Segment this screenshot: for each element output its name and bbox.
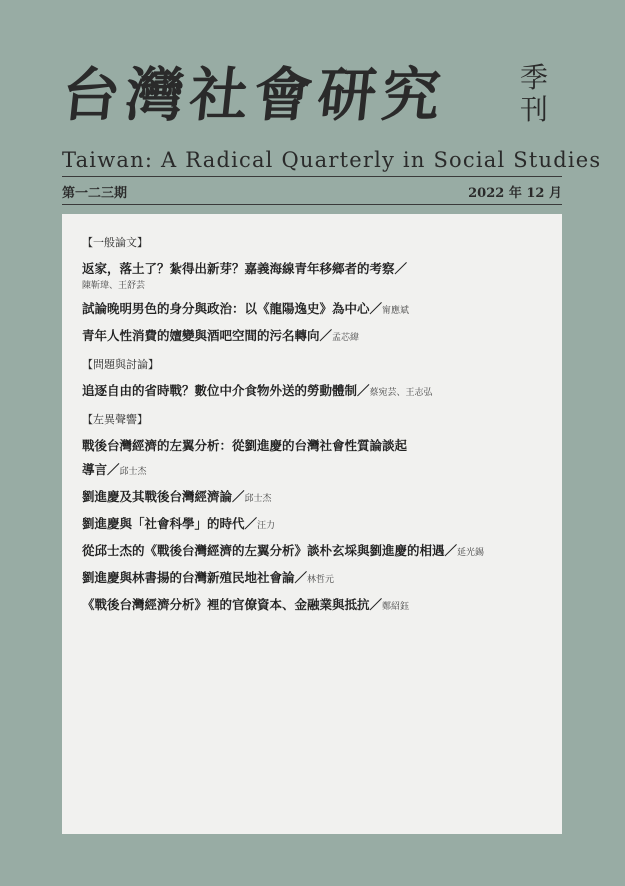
article-entry	[82, 515, 542, 535]
article-author: 蔡宛芸、王志弘	[369, 388, 433, 398]
article-author: 延光錫	[457, 548, 485, 558]
article-entry	[82, 437, 542, 454]
article-author: 汪力	[257, 521, 276, 531]
quarterly-char-2: 刊	[520, 93, 549, 126]
article-entry	[82, 461, 542, 481]
section-label: 【左異聲響】	[82, 413, 148, 426]
contents-panel	[62, 214, 562, 834]
article-author: 邱士杰	[119, 467, 147, 477]
section-label: 【問題與討論】	[82, 358, 159, 371]
article-author: 鄭紹鈺	[382, 602, 410, 612]
article-author: 邱士杰	[244, 494, 272, 504]
article-entry	[82, 327, 542, 347]
article-author-line: 陳靳瑋、王舒芸	[82, 281, 146, 291]
article-title: 劉進慶與林書揚的台灣新殖民地社會論／	[82, 570, 308, 585]
article-title: 青年人性消費的嬗變與酒吧空間的污名轉向／	[82, 328, 333, 343]
article-author: 孟芯緯	[332, 333, 360, 343]
section-label: 【一般論文】	[82, 236, 148, 249]
divider-rule-lower	[62, 204, 562, 205]
article-title: 追逐自由的省時戰？數位中介食物外送的勞動體制／	[82, 383, 370, 398]
article-entry	[82, 260, 542, 277]
quarterly-char-1: 季	[520, 61, 549, 94]
article-title: 劉進慶及其戰後台灣經濟論／	[82, 489, 245, 504]
divider-rule	[62, 176, 562, 177]
article-entry	[82, 488, 542, 508]
article-title: 試論晚明男色的身分與政治：以《龍陽逸史》為中心／	[82, 301, 383, 316]
journal-title-quarterly	[520, 62, 548, 126]
journal-title-chinese: 台灣社會研究	[58, 61, 450, 129]
article-author: 林哲元	[307, 575, 335, 585]
table-of-contents	[82, 236, 542, 627]
article-entry	[82, 542, 542, 562]
article-title: 返家，落土了？紮得出新芽？嘉義海線青年移鄉者的考察／	[82, 261, 408, 276]
article-author: 甯應斌	[382, 306, 410, 316]
article-title: 戰後台灣經濟的左翼分析：從劉進慶的台灣社會性質論談起	[82, 438, 408, 453]
article-title: 劉進慶與「社會科學」的時代／	[82, 516, 258, 531]
article-entry	[82, 596, 542, 616]
article-title: 導言／	[82, 462, 120, 477]
article-entry	[82, 382, 542, 402]
issue-number: 第一二三期	[62, 186, 128, 201]
article-title: 《戰後台灣經濟分析》裡的官僚資本、金融業與抵抗／	[82, 597, 383, 612]
journal-title-english: Taiwan: A Radical Quarterly in Social Studies	[62, 148, 602, 172]
article-entry	[82, 569, 542, 589]
article-entry	[82, 300, 542, 320]
masthead	[58, 60, 562, 140]
section-gap	[82, 623, 542, 627]
article-title: 從邱士杰的《戰後台灣經濟的左翼分析》談朴玄埰與劉進慶的相遇／	[82, 543, 458, 558]
issue-date: 2022 年 12 月	[468, 186, 562, 201]
